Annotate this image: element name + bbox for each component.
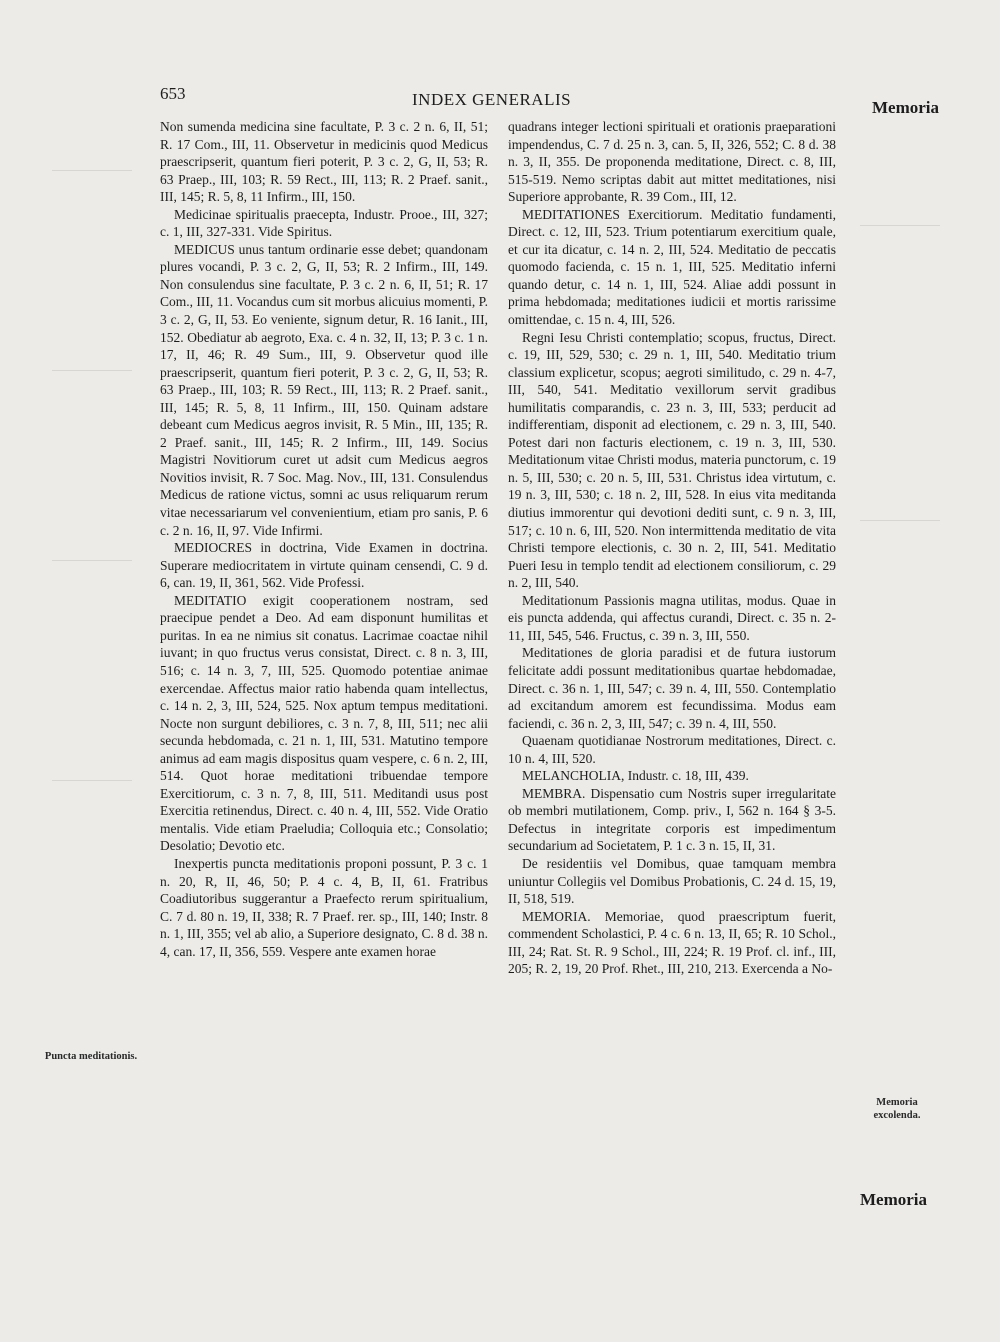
entry-melancholia: MELANCHOLIA, Industr. c. 18, III, 439. (522, 768, 749, 784)
entry-meditatio: MEDITATIO exigit cooperationem nostram, sed praecipue pendet a Deo. Ad eam disponunt humilitas et puritas. In ea ne nimius sit conatus. Lacrimae coactae nihil iuvant; in quo fructus verus consistat, Direct. c. 8 n. 3, III, 516; c. 14 n. 3, 7, III, 525. Quomodo potentiae animae exercendae. Affectus maior ratio habenda quam intellectus, c. 14 n. 2, 3, III, 524, 525. Nox aptum tempus meditationi. Nocte non surgunt debiliores, c. 3 n. 7, 8, III, 511; nec alii secunda hebdomada, c. 21 n. 1, III, 531. Matutino tempore animus ad eam magis dispositus quam vespere, c. 6 n. 2, III, 514. Quot horae meditationi tribuendae tempore Exercitiorum, c. 3 n. 7, 8, III, 511. Meditandi usus post Exercitia retinendus, Direct. c. 40 n. 4, III, 552. Vide Oratio mentalis. Vide etiam Praeludia; Colloquia etc.; Consolatio; Desolatio; Devotio etc. (160, 592, 488, 854)
bleed-through-mark (52, 370, 132, 411)
entry-membra: MEMBRA. Dispensatio cum Nostris super irregularitate ob membri mutilationem, Comp. priv., I, 562 n. 164 § 3-5. Defectus in integritate corporis est impedimentum secundarium ad Societatem, P. 1 c. 3 n. 15, II, 31. (508, 785, 836, 854)
right-column (508, 118, 836, 978)
entry-paragraph: Regni Iesu Christi contemplatio; scopus, fructus, Direct. c. 19, III, 529, 530; c. 29 n. 1, III, 540. Meditatio trium classium explicetur, scopus; aegroti similitudo, c. 29 n. 4-7, III, 540, 541. Meditatio vexillorum servit gradibus humilitatis comparandis, c. 23 n. 3, III, 533; perducit ad indifferentiam, disponit ad electionem, c. 29 n. 3, III, 540. Potest dari non facturis electionem, c. 19 n. 3, III, 530. Meditationum vitae Christi modus, materia punctorum, c. 19 n. 5, III, 530; c. 20 n. 5, III, 531. Christus idea virtutum, c. 19 n. 3, III, 530; c. 18 n. 2, III, 528. In eius vita meditanda diutius immorentur qui devotioni dediti sunt, c. 9 n. 3, III, 517; c. 10 n. 6, III, 520. Non intermittenda meditatio de vita Christi tempore electionis, c. 30 n. 2, III, 541. Meditatio Pueri Iesu in templo tendit ad electionem consiliorum, c. 29 n. 2, III, 540. (508, 329, 836, 591)
entry-paragraph: De residentiis vel Domibus, quae tamquam membra uniuntur Collegiis vel Domibus Probationis, C. 24 d. 15, 19, II, 518, 519. (508, 855, 836, 907)
entry-paragraph: Medicinae spiritualis praecepta, Industr. Prooe., III, 327; c. 1, III, 327-331. Vide Spiritus. (160, 206, 488, 240)
entry-paragraph: Meditationum Passionis magna utilitas, modus. Quae in eis puncta addenda, qui affectus curandi, Direct. c. 35 n. 2-11, III, 545, 546. Fructus, c. 39 n. 3, III, 550. (508, 592, 836, 643)
bleed-through-mark (52, 780, 132, 821)
entry-paragraph: Non sumenda medicina sine facultate, P. 3 c. 2 n. 6, II, 51; R. 17 Com., III, 11. Observetur in medicinis quod Medicus praescripserit, quantum fieri poterit, P. 3 c. 2, G, II, 53; R. 63 Praep., III, 103; R. 59 Rect., III, 113; R. 2 Praef. sanit., III, 145; R. 5, 8, 11 Infirm., III, 150. (160, 119, 488, 205)
page-number: 653 (160, 84, 186, 103)
entry-medicus: MEDICUS unus tantum ordinarie esse debet; quandonam plures vocandi, P. 3 c. 2, G, II, 53; R. 2 Infirm., III, 149. Non consulendus sine facultate, P. 3 c. 2 n. 6, II, 51; R. 17 Com., III, 11. Vocandus cum sit morbus alicuius momenti, P. 3 c. 2, G, II, 53. Eo veniente, signum detur, R. 16 Ianit., III, 152. Obediatur ab aegroto, Exa. c. 4 n. 32, II, 13; P. 3 c. 1 n. 17, II, 46; R. 49 Sum., III, 9. Observetur quod ille praescripserit, quantum fieri poterit, P. 3 c. 2, G, II, 53; R. 63 Praep., III, 103; R. 59 Rect., III, 113; R. 2 Praef. sanit., III, 145; R. 5, 8, 11 Infirm., III, 150. Quinam adstare debeant cum Medicus aegros invisit, R. 5 Min., III, 135; R. 2 Praef. sanit., III, 145; R. 2 Infirm., III, 149. Socius Magistri Novitiorum curet ut adsit cum Medicus aegros Novitios invisit, R. 7 Soc. Mag. Nov., III, 131. Consulendus Medicus de ratione victus, somni ac usus reliquarum rerum vitae necessariarum vel convenientium, etiam pro sanis, P. 6 c. 2 n. 16, II, 97. Vide Infirmi. (160, 241, 488, 538)
bleed-through-mark (52, 560, 132, 591)
bleed-through-mark (52, 170, 132, 211)
entry-paragraph: Meditationes de gloria paradisi et de futura iustorum felicitate addi possunt meditationibus quartae hebdomadae, Direct. c. 36 n. 1, III, 547; c. 39 n. 4, III, 550. Contemplatio ad excitandum amorem est fecundissima. Modus eam faciendi, c. 36 n. 2, 3, III, 547; c. 39 n. 4, III, 550. (508, 645, 836, 731)
entry-mediocres: MEDIOCRES in doctrina, Vide Examen in doctrina. Superare mediocritatem in virtute quinam censendi, C. 9 d. 6, can. 19, II, 361, 562. Vide Professi. (160, 540, 488, 591)
bleed-through-mark (860, 520, 940, 551)
entry-memoria: MEMORIA. Memoriae, quod praescriptum fuerit, commendent Scholastici, P. 4 c. 6 n. 13, II, 65; R. 10 Schol., III, 24; Rat. St. R. 9 Schol., III, 224; R. 19 Prof. cl. inf., III, 205; R. 2, 19, 20 Prof. Rhet., III, 210, 213. Exercenda a No- (508, 908, 836, 977)
entry-paragraph: quadrans integer lectioni spirituali et orationis praeparationi impendendus, C. 7 d. 25 n. 3, can. 5, II, 326, 552; C. 8 d. 38 n. 3, II, 355. De proponenda meditatione, Direct. c. 8, III, 515-519. Nemo scriptas dabit aut mittet meditationes, nisi Superiore approbante, R. 39 Com., III, 12. (508, 119, 836, 205)
bleed-through-mark (860, 225, 940, 256)
entry-paragraph: Inexpertis puncta meditationis proponi possunt, P. 3 c. 1 n. 20, R, II, 46, 50; P. 4 c. 4, B, II, 61. Fratribus Coadiutoribus suggerantur a Praefecto rerum spiritualium, C. 7 d. 80 n. 19, II, 338; R. 7 Praef. rer. sp., III, 140; Instr. 8 n. 1, III, 355; vel ab alio, a Superiore designato, C. 8 d. 38 n. 4, can. 17, II, 356, 559. Vespere ante examen horae (160, 855, 488, 959)
left-column (160, 118, 488, 960)
running-head: INDEX GENERALIS (412, 90, 572, 109)
entry-meditationes: MEDITATIONES Exercitiorum. Meditatio fundamenti, Direct. c. 12, III, 523. Trium potentiarum exercitium quale, et cur ita dicatur, c. 14 n. 2, III, 524. Meditatio de peccatis quomodo facienda, c. 15 n. 1, III, 525. Meditatio inferni quando detur, c. 14 n. 1, III, 524. Aliae addi possunt in prima hebdomada; meditationes iudicii et mortis rarissime omittendae, c. 15 n. 4, III, 526. (508, 206, 836, 328)
catchword-bottom: Memoria (860, 1190, 928, 1209)
margin-note-puncta: Puncta meditationis. (44, 1051, 138, 1062)
margin-note-memoria: Memoria excolenda. (873, 1097, 921, 1121)
entry-paragraph: Quaenam quotidianae Nostrorum meditationes, Direct. c. 10 n. 4, III, 520. (508, 733, 836, 766)
catchword-top: Memoria (872, 98, 940, 117)
